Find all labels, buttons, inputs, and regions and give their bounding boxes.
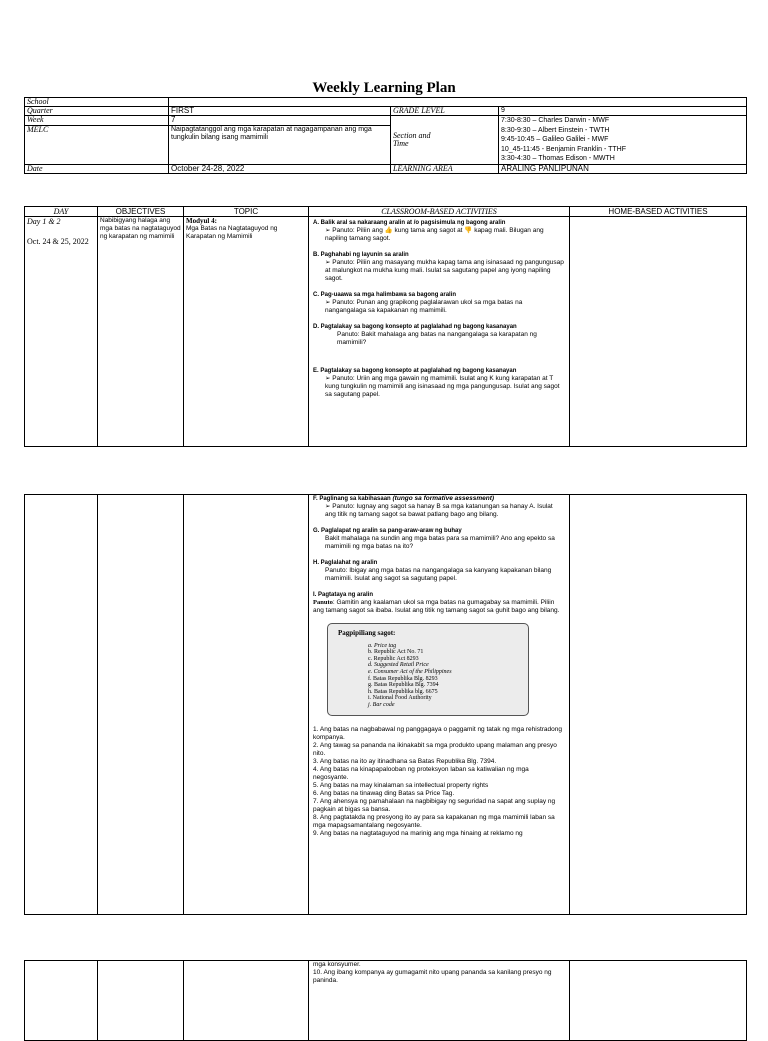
home-activities-cell bbox=[570, 217, 747, 447]
section-entry: 3:30-4:30 – Thomas Edison - MWTH bbox=[501, 155, 615, 162]
choice-item: d. Suggested Retail Price bbox=[368, 662, 429, 669]
question-item: 6. Ang batas na tinawag ding Batas sa Price Tag. bbox=[313, 789, 455, 797]
plan-table-page2 bbox=[24, 494, 747, 915]
choices-title: Pagpipiliang sagot: bbox=[338, 629, 396, 637]
section-entry: 7:30-8:30 – Charles Darwin - MWF bbox=[501, 117, 610, 124]
activity-d-text: Panuto: Bakit mahalaga ang batas na nangangalaga sa karapatan ng mamimili? bbox=[337, 331, 537, 346]
objectives-cell bbox=[98, 961, 184, 1041]
question-continuation: mga konsyumer. bbox=[313, 961, 361, 968]
question-item: 10. Ang ibang kompanya ay gumagamit nito upang pananda sa kanilang presyo ng paninda. bbox=[313, 969, 552, 984]
topic-module: Modyul 4: bbox=[186, 217, 217, 225]
activity-i-text: : Gamitin ang kaalaman ukol sa mga batas na gumagabay sa mamimili. Piliin ang tamang sagot sa ibaba. Isulat ang titik ng tamang sagot sa guhit bago ang bilang. bbox=[313, 599, 560, 614]
question-item: 9. Ang batas na nagtataguyod na marinig ang mga hinaing at reklamo ng bbox=[313, 829, 523, 837]
day-date: Oct. 24 & 25, 2022 bbox=[27, 237, 89, 246]
week-label: Week bbox=[25, 116, 169, 126]
activity-c-text: ➢ Panuto: Punan ang grapikong paglalarawan ukol sa mga batas na nangangalaga sa kapakanan ng mamimili. bbox=[325, 299, 523, 314]
activity-c-title: C. Pag-uaawa sa mga halimbawa sa bagong aralin bbox=[313, 292, 457, 298]
activity-g bbox=[313, 527, 565, 551]
activity-i-title: I. Pagtataya ng aralin bbox=[313, 592, 374, 598]
plan-table-page3 bbox=[24, 960, 747, 1041]
quarter-value: FIRST bbox=[169, 107, 391, 116]
activity-h-title: H. Paglalahat ng aralin bbox=[313, 560, 378, 566]
activity-e-text: ➢ Panuto: Uriin ang mga gawain ng mamimili. Isulat ang K kung karapatan at T kung tungkulin ng mamimili ang isinasaad ng mga pangungusap. Isulat ang sagot sa sagutang papel. bbox=[325, 375, 560, 398]
activity-g-text: Bakit mahalaga na sundin ang mga batas para sa mamimili? Ano ang epekto sa mamimili ng mga batas na ito? bbox=[325, 535, 555, 550]
col-day: DAY bbox=[25, 207, 98, 217]
choice-item: a. Price tag bbox=[368, 642, 397, 649]
col-objectives: OBJECTIVES bbox=[98, 207, 184, 217]
school-value bbox=[169, 98, 747, 107]
topic-cell bbox=[184, 217, 309, 447]
activity-a-title: A. Balik aral sa nakaraang aralin at /o pagsisimula ng bagong aralin bbox=[313, 220, 506, 226]
section-entry: 8:30-9:30 – Albert Einstein - TWTH bbox=[501, 126, 610, 134]
objectives-cell bbox=[98, 495, 184, 915]
topic-cell bbox=[184, 495, 309, 915]
choice-item: c. Republic Act 8293 bbox=[368, 655, 419, 662]
grade-level-label: GRADE LEVEL bbox=[391, 107, 499, 116]
objectives-cell: Nabibigyang halaga ang mga batas na nagtataguyod ng karapatan ng mamimili bbox=[98, 217, 184, 447]
activity-d-title: D. Pagtalakay sa bagong konsepto at paglalahad ng bagong kasanayan bbox=[313, 324, 517, 330]
question-item: 4. Ang batas na kinapapalooban ng proteksyon laban sa katiwalian ng mga negosyante. bbox=[313, 765, 529, 781]
activity-f-note: (tungo sa formative assessment) bbox=[392, 495, 495, 502]
col-topic: TOPIC bbox=[184, 207, 309, 217]
activity-f-text: ➢ Panuto: Iugnay ang sagot sa hanay B sa mga katanungan sa hanay A. Isulat ang titik ng tamang sagot sa bawat patlang bago ang bilang. bbox=[325, 503, 553, 518]
activity-g-title: G. Paglalapat ng aralin sa pang-araw-araw ng buhay bbox=[313, 528, 462, 534]
activity-a-text: ➢ Panuto: Piliin ang 👍 kung tama ang sagot at 👎 kapag mali. Bilugan ang napiling tamang sagot. bbox=[325, 227, 544, 242]
activity-d bbox=[313, 323, 565, 347]
section-label-line2: Time bbox=[393, 138, 409, 148]
page-title: Weekly Learning Plan bbox=[312, 80, 456, 96]
choice-item: i. National Food Authority bbox=[368, 695, 432, 702]
activity-a bbox=[313, 219, 565, 243]
topic-text: Mga Batas na Nagtataguyod ng Karapatan ng Mamimili bbox=[186, 225, 278, 240]
learning-area-value: ARALING PANLIPUNAN bbox=[499, 164, 747, 173]
choice-item: g. Batas Republika Blg. 7394 bbox=[368, 682, 439, 689]
melc-label: MELC bbox=[25, 125, 169, 164]
quarter-label: Quarter bbox=[25, 107, 169, 116]
week-value: 7 bbox=[169, 116, 391, 126]
day-label: Day 1 & 2 bbox=[27, 217, 61, 226]
activity-e-title: E. Pagtalakay sa bagong konsepto at paglalahad ng bagong kasanayan bbox=[313, 368, 517, 374]
question-item: 1. Ang batas na nagbabawal ng panggagaya o paggamit ng tatak ng mga rehistradong kompanya. bbox=[313, 725, 562, 741]
melc-value: Naipagtatanggol ang mga karapatan at nagagampanan ang mga tungkulin bilang isang mamimili bbox=[169, 125, 391, 164]
col-classroom: CLASSROOM-BASED ACTIVITIES bbox=[309, 207, 570, 217]
topic-cell bbox=[184, 961, 309, 1041]
plan-table-page1 bbox=[24, 206, 747, 447]
grade-level-value: 9 bbox=[499, 107, 747, 116]
section-entry: 9:45-10:45 – Galileo Galilei - MWF bbox=[501, 136, 609, 143]
activity-h bbox=[313, 559, 565, 583]
activity-b-text: ➢ Panuto: Piliin ang masayang mukha kapag tama ang isinasaad ng pangungusap at malungkot na mukha kung mali. Isulat sa sagutang papel ang iyong napiling sagot. bbox=[325, 259, 564, 282]
activity-e bbox=[313, 367, 565, 399]
activity-i-panuto: Panuto bbox=[313, 599, 333, 606]
question-item: 8. Ang pagtatakda ng presyong ito ay para sa kapakanan ng mga mamimili laban sa mga mapagsamantalang negosyante. bbox=[313, 813, 555, 829]
question-item: 5. Ang batas na may kinalaman sa intellectual property rights bbox=[313, 781, 489, 789]
choice-item: j. Bar code bbox=[368, 701, 395, 708]
activity-b-title: B. Paghahabi ng layunin sa aralin bbox=[313, 252, 409, 258]
section-label-line1: Section and bbox=[393, 130, 431, 140]
day-cell bbox=[25, 495, 98, 915]
section-entry: 10_45-11:45 - Benjamin Franklin - TTHF bbox=[501, 145, 627, 153]
section-time-label bbox=[391, 116, 499, 165]
activity-f bbox=[313, 495, 565, 519]
classroom-activities-cell bbox=[309, 495, 570, 915]
activity-b bbox=[313, 251, 565, 283]
date-value: October 24-28, 2022 bbox=[169, 164, 391, 173]
activity-f-title: F. Paglinang sa kabihasaan bbox=[313, 496, 391, 502]
activity-c bbox=[313, 291, 565, 315]
question-item: 2. Ang tawag sa pananda na ikinakabit sa mga produkto upang malaman ang presyo nito. bbox=[313, 741, 557, 757]
choice-item: b. Republic Act No. 71 bbox=[368, 649, 424, 656]
col-home: HOME-BASED ACTIVITIES bbox=[570, 207, 747, 217]
home-activities-cell bbox=[570, 495, 747, 915]
choice-item: e. Consumer Act of the Philippines bbox=[368, 668, 452, 675]
answer-choices-box bbox=[327, 623, 529, 716]
section-schedule bbox=[499, 116, 747, 165]
question-item: 3. Ang batas na ito ay itinadhana sa Batas Republika Blg. 7394. bbox=[313, 757, 497, 765]
day-cell bbox=[25, 961, 98, 1041]
choice-item: h. Batas Republika blg. 6675 bbox=[368, 688, 438, 695]
activity-i bbox=[313, 591, 565, 615]
activity-h-text: Panuto: Ibigay ang mga batas na nangangalaga sa kanyang kapakanan bilang mamimili. Isulat ang sagot sa sagutang papel. bbox=[325, 567, 552, 582]
learning-area-label: LEARNING AREA bbox=[391, 164, 499, 173]
classroom-activities-cell bbox=[309, 961, 570, 1041]
day-cell bbox=[25, 217, 98, 447]
question-item: 7. Ang ahensya ng pamahalaan na nagbibigay ng seguridad na sapat ang suplay ng pagkain at bigas sa bansa. bbox=[313, 797, 556, 813]
question-list bbox=[313, 726, 565, 838]
home-activities-cell bbox=[570, 961, 747, 1041]
info-table bbox=[24, 97, 747, 174]
classroom-activities-cell bbox=[309, 217, 570, 447]
date-label: Date bbox=[25, 164, 169, 173]
school-label: School bbox=[25, 98, 169, 107]
choice-item: f. Batas Republika Blg. 8293 bbox=[368, 675, 438, 682]
